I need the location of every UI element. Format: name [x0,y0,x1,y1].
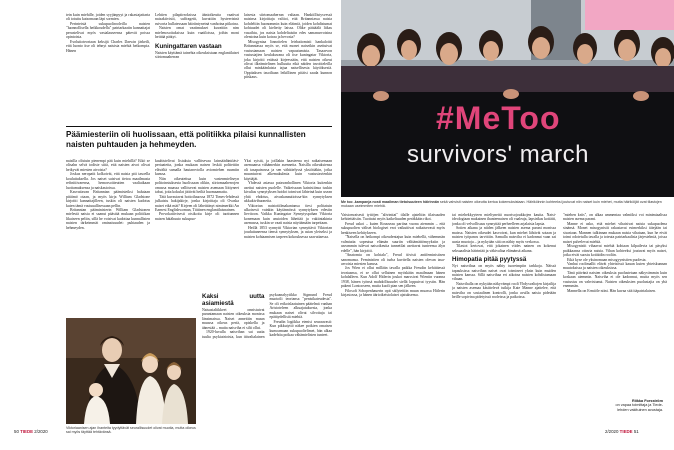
paragraph: "miehen kriis", on alkaa ammentaa valmiiksi voi minimiaalissa naisten asema parani. [563,213,667,222]
paragraph: Tätä kuvastavat hoitoiluuossa 1872 Times-lehdessä julkaistu hakijakirje, jonka kirjoittaja oli Ovaska naiset eikä mät? Kirjeen oli läheittänyt nimimerkki An Earnest Englishwoman, Tiittinen englantilaisnainen. [155,194,239,212]
paragraph: Perinteistä sukupuolirooleilla naisten "luonnollisella heikkoudella" patriarkaatin kannattajat perustelivat myös vastalauseensa pätevät poissa opintoista. [66,21,150,40]
paragraph: Tänä päivänä naisten oikeuksia puolustetaan näkyvämmin kuin koskaan aiemmin. Naisviha ei ole kadonnut, mutta myös sen vastustus on vahvistunut. Naisten oikeuksien puolustajia on yhä enemmän. [563,270,667,289]
paragraph: Vanhat roolimallit elävät yhteisössä kauan kuten yhteiskunnan muutoksissa ja naisten oikeuksissa. [563,261,667,271]
paragraph: Freudin logiikka etenisi seuraavasti: Kun pikkutyttö näkee poikien omaisen kumoamaan sukupuolielimet, hän alkaa kadehtia poikaa vähämielisten tunteet. [269,319,332,338]
paragraph: kauhistelivat listaksia vallitsevaa lainsäädäntöäsi-periaatetta, jonka mukaan naisen leskiä polttettiin elävältä samalla hautarovtolla aviomiehen ruumiin kanssa. [155,159,239,177]
issue-number: 2/2020 [34,429,48,434]
paragraph: Misogynistit vihaavat miehiä kohtaan kilpailevia tai päsyksi paikkaansa ottavia naisia. Vihan kohteeksi joutuvat myös naiset, jotka eivät suostu kotiäidin rooliin. [563,244,667,258]
metoo-march-photo [341,0,674,197]
victorian-family-illustration [66,318,196,424]
paragraph: Naisten käyttämä tainehta oikeuksistaan englantilaiset siirtomaaherran [155,50,239,60]
right-col-2 [452,213,556,421]
subheading: Kuningattaren vastaan [155,42,222,50]
paragraph: Freud uskoi – kuten Rousseau pariina vuona aiemmin – että sukupuolten väliset biologiset erot vaikuttivat ratkaisevasti myös henkiseen kehitykseen. [341,221,445,235]
paragraph: Britannian pääministerin William Gladstonen mielestä naisia ei saanut päästää mukaan politiikan likaiseen peliin, sillä he voisivat kadottaa kunnallisten naisten tärkeimmät ominaisuudet: puhtauden ja hehmeyden. [66,207,150,230]
issue-number: 2/2020 [605,429,619,434]
caption-text: sekä vahvisti naisten oikeutta kertoa kokemuksistaan. Häiriköinnin kohteeksi joutuvat niin naiset kuin miehet, mutta häiriköijät ovat tilastojen mukaan useimmiten miehiä. [341,200,662,209]
left-col-2-top [155,13,239,60]
paragraph: Heillä 1853 synnytti Viktorian synnyttävä Viktorian jouduttaneensa tiensä synnytyksen, ja asian yleiseksi ja naisten kohtaamisen tarpeen kokouksessa saavuttaessa. [244,225,332,239]
right-col-1 [341,213,445,421]
page-number: 50 [14,429,19,434]
magazine-name: TIEDE [619,429,633,434]
left-page-footer [14,429,48,434]
subheading: Kaksi uutta asiamiestä [202,293,265,307]
paragraph: Provokatiivisesti otsikoitu kirje oli taottunnen naisen hätähuuto sukupuo- [155,212,239,221]
author-description: on vapaa toimittaja ja Tiede-lehden vakituinen avustaja. [615,403,663,412]
victorian-family-photo [66,318,196,424]
paragraph: Sotien aikana ja niiden jälkeen naisten asema parani monissa maissa. Naisten oikeudet kasvoivat, kun miehet lähtivät sotaan ja naisten työpanos tarvittiin. Samalla naisviha ei kadonnut vaan sai uusia muotoja – ja nykyään sitä on nähty myös verkossa. [452,226,556,244]
paragraph: Yksi syistä, ja joillakin haasteena nyt ratkaisemaan asemaansa vähämerkin asennetta. Naisilla oikeuksiensa oli tasapainossa ja sen vähättelyssä yksiöitäkin, jotka muuntuivat alkemakulmia kuin vastustavienkin käyttäjät. [244,159,332,181]
paragraph: Viktorian naistotiilmakantansa tiesi polttatuin ulkoisesti vainkin käytännössä synnytyksen edesiin lievitoon. Vaikka Kuningatar Synnytyspohan Viktoria konemaan kuin ansioiden lähettää ja vakiintakinta asemassa, tuskin se vaati naisia näyttämään tarpeitaan. [244,203,332,226]
left-col-1-top [66,13,150,53]
paragraph: Naisvihalla on nykyään näkyvämpi rooli Yhdysvaltojen kirjailija ja naisten asemaa käsittelevä tutkija Kate Manne ajattelee, että naisviha on sosiaalinen kontrolli, jonka avulla naisia pidetään heille sopivina pidetyissä rooleissa ja paikoissa. [452,281,556,300]
paragraph: Tilastot kertovat, että jokainen viides nainen on kokenut seksuaalista häirintää ja väkivaltaa elämänsä aikana. [452,244,556,253]
paragraph: Misogyniaa linnoitelen leirbatiomisti hankaloitti Britanniassa myös se, että monet naisetkin asettuivat vastustamaan naisten vapautumista. Tasaarvon vastustajien keulakuvana oli itse kuningatar Viktoria, joka kirjoitti eräässä kirjeessään, että naisten oikeut olivat ilkeämielinen hulluutta eikä näiden tavoitteleilla ollut minkäänlaista tajua naisellisesta käytöksestä. Oppitaksen tasoiltaan leikillinen pitäisi saada kunnon piiskaus. [244,39,332,80]
left-col-3-mid [244,159,332,289]
paragraph: Eikä kyse ole yksinomaan misogyynistien puolesta. [567,257,647,262]
caption-lead: Me too -kampanja nosti maailman tietoisuuteen häirinnän [341,200,440,204]
page-number: 51 [633,429,639,434]
paragraph: Evolutioteoriaan keksijä Charles Darwin järkeili, että luonto itse oli tehnyt naisista miehiä heikompia. Hänen [66,39,150,53]
left-col-3-top [244,13,332,80]
paragraph: Jos Wien ei ollut millään tavalla paikka Freudin kehittäessä teoriaansa, ei se ollut sellainen myöskään maailmaan hänen kohdalleen. Kun Adolf Hitlerin joukot marssivat Wieniin vuonna 1938, hänen työnsä mahdollisuudet siellä loppuivat tyystin. Hän pakeni Lontooseen, mutta kuoli pian sen jälkeen. [341,266,445,289]
paragraph: Vaistonvaisesti tyttöjen "alivinttai" tilalle ajateltiin tilaisuuden kehitettäisiin. Tuottaisi myös kaikeltuuden peräkkäin rikot. [341,213,445,222]
paragraph: Niin oikeutettua kuin vastenmieliseyn polttoinstuksesta huolissaan olikin, siirtomaaherrojen omassa maassa vallitsevat naisten asemaan liittyneet tabut, joita kokulat jättivät heiltä huomaamatta. [155,176,239,195]
author-byline [609,399,663,412]
paragraph: laisesta siirtomaaherran valtaan. Hankiillistysvessä naisinsa kirjoittaja valtioi, että Britanniassa naisia kohdeltiin huonommin kuin eläimiä, joiden kohdistumat kohtuudet oli kieltetty laissa. Olike päätäälä liikas vasaihtu, jos naisia kohdeltaisiin edes samanarvoisina olentoina kuin koiraa ja hevosia? [244,13,332,40]
left-col-2-mid [155,159,239,221]
paragraph: Naisasialiikkeet onnistuivat parantamaan naisten oikeuksia monissa länsimaissa. Naiset anneittin muun muassa oikeus periä, opiskella ja äänestää – mutta naisviha ei silti ollut. [202,308,265,330]
paragraph: "Anatomia on kohtalo", Freud tiivisti antifeministisen sanomansa. Feministien oli turha kuvitella naisten olevan tasa-arvoisia miesten kanssa. [341,253,445,266]
paragraph: Manne ei usko, että miehet vihaisivat naisia sukupuolena sinänsä. Monet misogynistit rakastavat esimerkiksi äitejään tai sisariaan. Mannen tulkinnan mukaan naisia vihataan, kun he eivät toimi odotetulla tavalla ja toteuta patriarkaalisia järjestelmiä, joissa naiset palvelevat miehiä. [563,221,667,244]
banner-survivors-text: survivors' march [407,141,589,168]
paragraph: "Naisella on heikompi oikeudentajun kuin miehellä, vähemmän valmiutta sopeutua elämän suuriin välttämättömyyksiin ja useammin tulevat naisoikeutta tunnetilat asettavat tunteensa älyn edelle", hän kirjoitti. [341,235,445,253]
paragraph: tai miehekkyyteen mieltyneitä nuorisojoukkojen kautta. Natsi-ideologiaan mukainen ihanteenaisen oli vaaleaja, lapsirikas kotiäiti, jonka oli velvollisuus synnyttää perheelleen arjalaisia lapsia. [452,213,556,226]
paragraph: Kasvattavan Britannian päämisteiksi halutaan pitäimö otaan, ja myös kirja William Gladstone kirjoitti kannattajilleen, tuskin oli naisten kadotus kuten tämä vastuuallisessaan pellin. [66,190,150,208]
right-photo-caption [341,200,671,208]
paragraph: Joskus neropatit kolkoivät, että naisia piti tasoella kouluttuksella. Jos naiset saisivat tietoa maailmasta refinitiivarensa, hemorsoitteutten vaaliaikaan luottamuksensa ja naiskastoissa. [66,172,150,190]
paragraph: Naisten omat vaatimukset kuvattiin nim mielenosoituksissa kuin vaatiloissa, joihin moni heittää päätyi. [155,26,239,40]
subheading: Himopatia pitää pyytyssä [452,256,527,264]
paragraph: naisilla olisiuin pienempi pää kuin miehillä? Eikö se olisahn selvä todiste siitä, että naisten aivot olivat heikyvät miesten aivoista? [66,159,150,172]
paragraph: tein kuin miehille, joiden syyjänpyyt ja rakastajattaria oli totuttu katsomaan läpi sormien. [66,13,150,22]
magazine-name: TIEDE [20,429,34,434]
paragraph: 1920-luvulla naisvihan sai uutta tuulta psykiatrioista, kun itävaltalainen psykoanalyytikko Sigmund Freud muotoili teoriansa "penisikateudesta". Se oli erikoislaatuinen päätelmä vanhan Aristoteleen alkuajatuksesta, jonka mukaan naiset olivat silvottuja tai epätäydellisiä miehiä. [202,293,332,339]
paragraph: Lehtien pilapiirroksissa äänioikeutta vaativat naisaktivistit, suffragetit, kuvattiin hysteerisinä ruivorta hullatessaan häiriintyneinä vanhoina piikoina. [155,13,239,26]
left-photo-caption: Viktoriaanisen ajan ihanteita tyydyttävät seurallisuudet olivat muotia, mutta oikeus sai myös täyttää tehtävänsä. [66,426,196,435]
paragraph: Filosofi Schopenhauerin opit säilytettiin muun muassa Hitlerin kirjastossa, ja hänen äärioikeistolaiset ajatuksensa. [341,288,445,298]
paragraph: Nyt naisvihaa on myös nähty tuoreimpiin tarkkoja. Näissä tapauksissa naisvihan naiset ovat toimineet yksin kuin muiden naisten kanssa. Sillä naisvihaa eri aikoina naisten kohdistamaan vihaan. [452,264,556,282]
left-col-1-mid [66,159,150,230]
pull-quote: Päämiesteriin oli huolissaan, että politiikka pilaisi kunnallisten naisten puhtauden ja hehmeyden. [66,126,332,149]
author-name: Riikka Forsström [631,399,663,403]
paragraph: Yhdessä asiassa patavanhollinen Viktoria kuitenkin asettui naisten puolelle. Vaikeissaan kainistiinsa tuskin kivulias synnytyksen hoidot toimivat lähteinä kuin usean yhtä ehdotus, aivaskanautioissa-kin synnytyksen ukkukivihuoneita. [244,181,332,204]
left-col-3-bottom [202,293,332,423]
paragraph: Mannella on Ermiöle niini. Hän kuvaa sitä itäpatrialaisen. [567,288,656,293]
right-col-3 [563,213,667,396]
banner-metoo-text: #MeToo [436,100,561,136]
right-page-footer [605,429,639,434]
